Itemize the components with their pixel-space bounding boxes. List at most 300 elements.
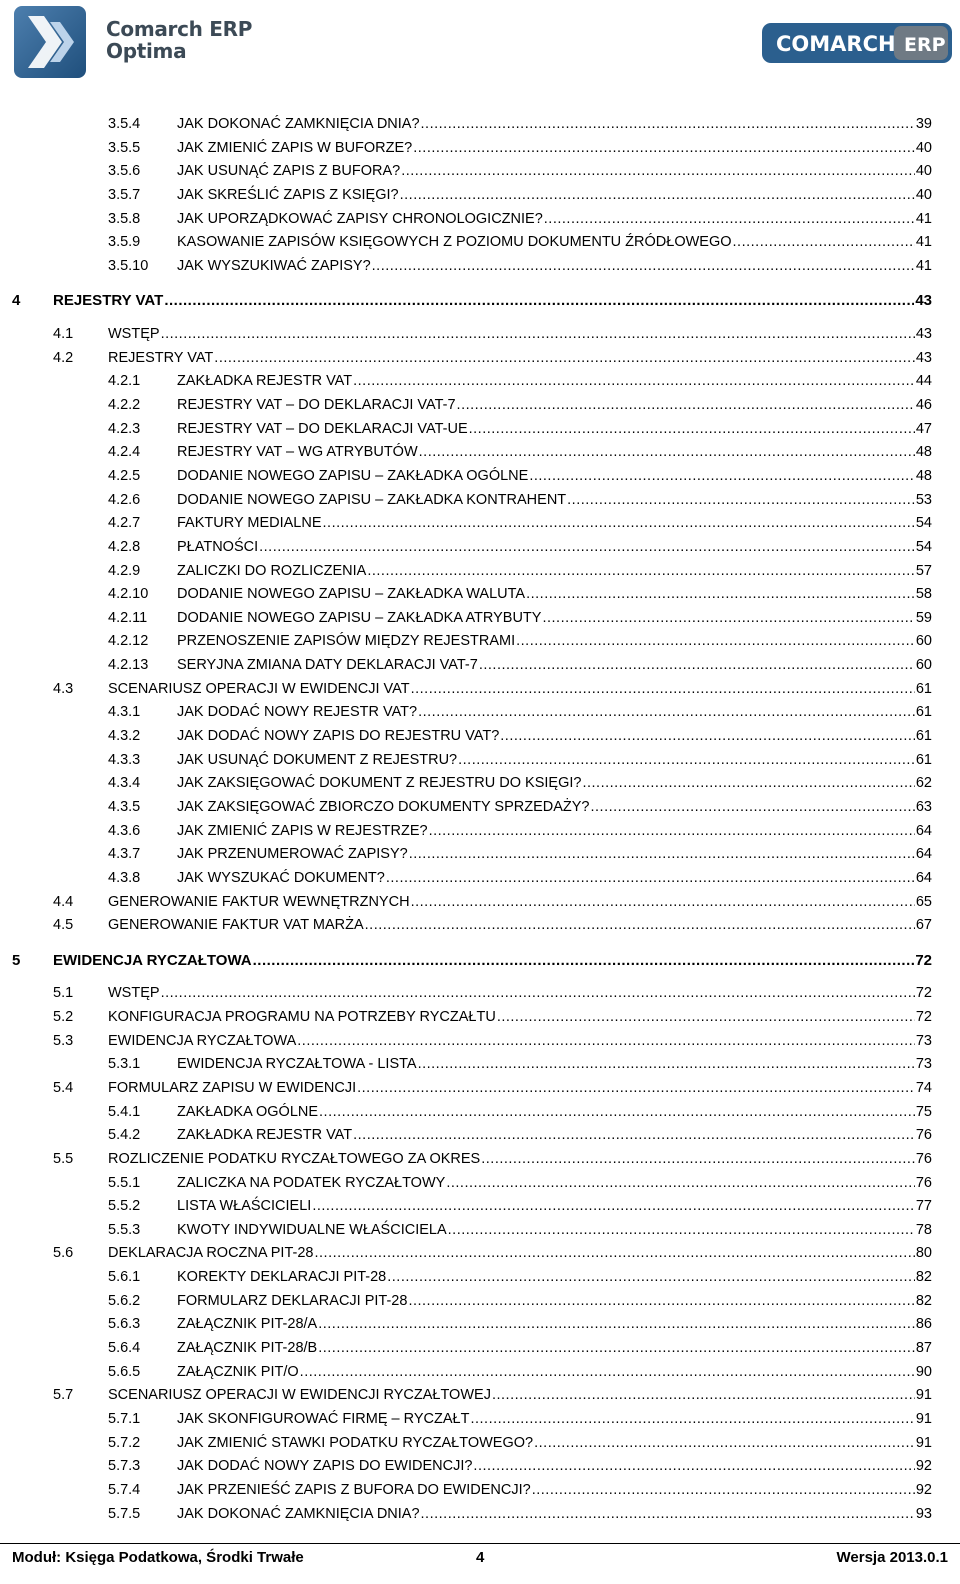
erp-badge-text: ERP xyxy=(904,34,946,56)
comarch-erp-optima-logo-icon xyxy=(14,6,86,78)
toc-entry-title: EWIDENCJA RYCZAŁTOWA - LISTA xyxy=(177,1056,417,1073)
toc-entry-page: 48 xyxy=(915,467,932,484)
toc-entry-page: 46 xyxy=(915,397,932,414)
toc-entry[interactable] xyxy=(0,630,960,654)
toc-entry-title: JAK DOKONAĆ ZAMKNIĘCIA DNIA? xyxy=(177,116,420,132)
toc-entry-page: 86 xyxy=(915,1316,932,1333)
toc-dot-leader xyxy=(591,796,915,820)
brand-line-1: Comarch ERP xyxy=(106,17,253,41)
toc-entry-line xyxy=(177,1053,932,1077)
toc-entry-page: 54 xyxy=(915,515,932,532)
toc-entry-line xyxy=(177,654,932,678)
toc-entry-line xyxy=(177,1479,932,1503)
toc-entry-line xyxy=(177,630,932,654)
toc-entry-number: 4.2.12 xyxy=(108,633,149,650)
toc-entry-title: REJESTRY VAT – WG ATRYBUTÓW xyxy=(177,444,418,461)
toc-dot-leader xyxy=(733,231,915,255)
toc-dot-leader xyxy=(319,1101,915,1125)
toc-entry-page: 72 xyxy=(915,951,932,969)
toc-entry[interactable] xyxy=(0,231,960,255)
brand-line-2: Optima xyxy=(106,39,187,63)
toc-entry-number: 5.6 xyxy=(53,1245,74,1262)
toc-entry-line xyxy=(177,843,932,867)
toc-entry-number: 4.2.5 xyxy=(108,467,141,484)
toc-entry[interactable] xyxy=(0,1124,960,1148)
toc-entry-number: 3.5.6 xyxy=(108,163,141,180)
toc-entry-title: JAK DODAĆ NOWY ZAPIS DO EWIDENCJI? xyxy=(177,1458,473,1475)
toc-entry-line xyxy=(108,323,932,347)
toc-entry-page: 61 xyxy=(915,728,932,745)
toc-entry-line xyxy=(177,607,932,631)
toc-dot-leader xyxy=(542,607,914,631)
toc-dot-leader xyxy=(469,418,915,442)
footer-version: Wersja 2013.0.1 xyxy=(836,1549,948,1566)
toc-entry-number: 4.2.9 xyxy=(108,562,141,579)
toc-entry-number: 4.2.8 xyxy=(108,538,141,555)
toc-entry-line xyxy=(177,160,932,184)
toc-entry-title: JAK UPORZĄDKOWAĆ ZAPISY CHRONOLOGICZNIE? xyxy=(177,210,543,227)
toc-dot-leader xyxy=(253,949,915,973)
toc-entry-line xyxy=(177,560,932,584)
toc-entry[interactable] xyxy=(0,137,960,161)
toc-entry-number: 5.5.3 xyxy=(108,1221,141,1238)
toc-entry[interactable] xyxy=(0,370,960,394)
toc-dot-leader xyxy=(516,630,915,654)
toc-entry-line xyxy=(177,441,932,465)
toc-entry[interactable] xyxy=(0,796,960,820)
toc-entry-line xyxy=(108,1077,932,1101)
toc-entry[interactable] xyxy=(0,512,960,536)
toc-entry-line xyxy=(177,370,932,394)
toc-dot-leader xyxy=(387,1266,915,1290)
toc-entry-line xyxy=(177,489,932,513)
toc-entry[interactable] xyxy=(0,489,960,513)
toc-entry-number: 5.6.3 xyxy=(108,1316,141,1333)
toc-entry-number: 4.2.4 xyxy=(108,444,141,461)
toc-entry-title: DODANIE NOWEGO ZAPISU – ZAKŁADKA KONTRAHENT xyxy=(177,491,567,508)
toc-entry-number: 5.3.1 xyxy=(108,1056,141,1073)
toc-entry[interactable] xyxy=(0,1432,960,1456)
toc-entry[interactable] xyxy=(0,867,960,891)
toc-entry-title: JAK DODAĆ NOWY REJESTR VAT? xyxy=(177,704,418,721)
toc-entry-page: 73 xyxy=(915,1032,932,1049)
toc-entry-page: 43 xyxy=(915,349,932,366)
toc-entry-title: DODANIE NOWEGO ZAPISU – ZAKŁADKA OGÓLNE xyxy=(177,467,529,484)
toc-entry-page: 87 xyxy=(915,1340,932,1357)
toc-entry-number: 5.5.1 xyxy=(108,1174,141,1191)
toc-entry-title: REJESTRY VAT – DO DEKLARACJI VAT-7 xyxy=(177,397,456,414)
toc-entry[interactable] xyxy=(0,184,960,208)
toc-entry-line xyxy=(177,184,932,208)
toc-entry[interactable] xyxy=(0,725,960,749)
toc-entry-number: 5.4.2 xyxy=(108,1127,141,1144)
toc-entry-title: JAK WYSZUKIWAĆ ZAPISY? xyxy=(177,257,371,274)
toc-entry-number: 5.7.5 xyxy=(108,1505,141,1522)
toc-entry-line xyxy=(177,1124,932,1148)
toc-entry[interactable] xyxy=(0,1361,960,1385)
toc-entry-number: 5.3 xyxy=(53,1032,74,1049)
toc-entry-line xyxy=(108,914,932,938)
toc-entry[interactable] xyxy=(0,536,960,560)
toc-entry[interactable] xyxy=(0,607,960,631)
toc-entry-page: 40 xyxy=(915,139,932,156)
toc-entry-title: JAK PRZENIEŚĆ ZAPIS Z BUFORA DO EWIDENCJI? xyxy=(177,1481,531,1498)
toc-entry[interactable] xyxy=(0,560,960,584)
toc-entry-page: 82 xyxy=(915,1269,932,1286)
toc-dot-leader xyxy=(411,678,915,702)
toc-entry-page: 43 xyxy=(915,326,932,343)
toc-entry-page: 93 xyxy=(915,1505,932,1522)
toc-entry-page: 92 xyxy=(915,1458,932,1475)
toc-dot-leader xyxy=(448,1219,915,1243)
toc-entry-page: 92 xyxy=(915,1481,932,1498)
toc-entry-number: 4.2.11 xyxy=(108,609,148,626)
toc-entry-page: 60 xyxy=(915,633,932,650)
toc-dot-leader xyxy=(408,1290,914,1314)
toc-entry-line xyxy=(108,1384,932,1408)
toc-entry-title: ZAŁĄCZNIK PIT-28/B xyxy=(177,1340,318,1357)
toc-dot-leader xyxy=(312,1195,915,1219)
toc-entry[interactable] xyxy=(0,441,960,465)
toc-dot-leader xyxy=(429,820,915,844)
table-of-contents xyxy=(0,113,960,1526)
brand-text xyxy=(106,18,252,62)
toc-entry-page: 59 xyxy=(915,609,932,626)
toc-entry-number: 5.7.3 xyxy=(108,1458,141,1475)
toc-entry-page: 65 xyxy=(915,893,932,910)
toc-entry-line xyxy=(53,289,932,313)
toc-entry-title: SERYJNA ZMIANA DATY DEKLARACJI VAT-7 xyxy=(177,657,478,674)
toc-entry-line xyxy=(177,536,932,560)
toc-entry-page: 63 xyxy=(915,798,932,815)
toc-entry[interactable] xyxy=(0,1053,960,1077)
toc-entry-number: 4.3.1 xyxy=(108,704,141,721)
toc-dot-leader xyxy=(582,772,914,796)
toc-dot-leader xyxy=(411,891,915,915)
toc-entry-page: 61 xyxy=(915,680,932,697)
toc-entry-number: 3.5.10 xyxy=(108,257,149,274)
toc-entry-page: 39 xyxy=(915,116,932,132)
toc-dot-leader xyxy=(365,914,915,938)
toc-entry-line xyxy=(177,1337,932,1361)
toc-dot-leader xyxy=(421,113,915,137)
toc-entry-line xyxy=(108,1148,932,1172)
toc-dot-leader xyxy=(214,347,915,371)
toc-entry[interactable] xyxy=(0,891,960,915)
toc-dot-leader xyxy=(353,1124,915,1148)
toc-dot-leader xyxy=(567,489,915,513)
toc-entry-title: ZAŁĄCZNIK PIT-28/A xyxy=(177,1316,318,1333)
toc-entry-page: 40 xyxy=(915,163,932,180)
toc-entry[interactable] xyxy=(0,1266,960,1290)
toc-entry-line xyxy=(108,1006,932,1030)
toc-entry-page: 58 xyxy=(915,586,932,603)
toc-entry[interactable] xyxy=(0,160,960,184)
toc-entry-line xyxy=(177,1172,932,1196)
toc-entry-number: 5.5.2 xyxy=(108,1198,141,1215)
toc-entry-number: 4.3.7 xyxy=(108,846,141,863)
toc-entry-title: JAK USUNĄĆ ZAPIS Z BUFORA? xyxy=(177,163,401,180)
toc-entry[interactable] xyxy=(0,678,960,702)
toc-entry-title: KASOWANIE ZAPISÓW KSIĘGOWYCH Z POZIOMU DOKUMENTU ŹRÓDŁOWEGO xyxy=(177,234,732,251)
toc-entry[interactable] xyxy=(0,1313,960,1337)
toc-entry-page: 78 xyxy=(915,1221,932,1238)
toc-dot-leader xyxy=(418,701,915,725)
page-footer xyxy=(0,1543,960,1584)
toc-entry-page: 62 xyxy=(915,775,932,792)
toc-entry-page: 64 xyxy=(915,869,932,886)
toc-entry[interactable] xyxy=(0,208,960,232)
toc-entry-title: SCENARIUSZ OPERACJI W EWIDENCJI RYCZAŁTOWEJ xyxy=(108,1387,491,1404)
toc-entry-title: DODANIE NOWEGO ZAPISU – ZAKŁADKA WALUTA xyxy=(177,586,526,603)
toc-entry-title: DEKLARACJA ROCZNA PIT-28 xyxy=(108,1245,314,1262)
toc-entry-number: 4 xyxy=(12,292,21,310)
toc-entry-line xyxy=(177,1219,932,1243)
toc-entry-number: 4.3.6 xyxy=(108,822,141,839)
toc-dot-leader xyxy=(353,370,915,394)
toc-entry-title: JAK ZAKSIĘGOWAĆ DOKUMENT Z REJESTRU DO KSIĘGI? xyxy=(177,775,582,792)
toc-dot-leader xyxy=(386,867,915,891)
toc-entry[interactable] xyxy=(0,1219,960,1243)
toc-entry[interactable] xyxy=(0,949,960,973)
toc-entry-line xyxy=(177,418,932,442)
toc-entry-page: 75 xyxy=(915,1103,932,1120)
toc-entry-line xyxy=(177,231,932,255)
toc-entry-title: PŁATNOŚCI xyxy=(177,538,259,555)
toc-entry-number: 5.4.1 xyxy=(108,1103,141,1120)
toc-entry-page: 41 xyxy=(915,257,932,274)
toc-entry[interactable] xyxy=(0,323,960,347)
toc-dot-leader xyxy=(529,465,915,489)
toc-entry[interactable] xyxy=(0,347,960,371)
toc-entry[interactable] xyxy=(0,772,960,796)
toc-entry-line xyxy=(177,1455,932,1479)
toc-entry[interactable] xyxy=(0,749,960,773)
toc-entry-title: JAK DODAĆ NOWY ZAPIS DO REJESTRU VAT? xyxy=(177,728,500,745)
toc-entry-number: 5.6.4 xyxy=(108,1340,141,1357)
toc-entry-number: 4.4 xyxy=(53,893,74,910)
toc-entry-line xyxy=(177,583,932,607)
toc-entry-line xyxy=(108,678,932,702)
toc-entry-title: KWOTY INDYWIDUALNE WŁAŚCICIELA xyxy=(177,1221,447,1238)
toc-entry-number: 5.4 xyxy=(53,1079,74,1096)
toc-dot-leader xyxy=(479,654,915,678)
toc-entry-page: 57 xyxy=(915,562,932,579)
toc-entry-page: 91 xyxy=(915,1434,932,1451)
toc-entry[interactable] xyxy=(0,1077,960,1101)
toc-entry-line xyxy=(53,949,932,973)
toc-entry[interactable] xyxy=(0,982,960,1006)
toc-entry-page: 77 xyxy=(915,1198,932,1215)
toc-entry-title: GENEROWANIE FAKTUR WEWNĘTRZNYCH xyxy=(108,893,410,910)
toc-entry-page: 53 xyxy=(915,491,932,508)
toc-entry[interactable] xyxy=(0,1195,960,1219)
toc-entry-line xyxy=(108,891,932,915)
toc-entry[interactable] xyxy=(0,820,960,844)
toc-entry-number: 4.2.3 xyxy=(108,420,141,437)
toc-entry[interactable] xyxy=(0,1408,960,1432)
toc-entry-number: 3.5.8 xyxy=(108,210,141,227)
toc-entry-title: REJESTRY VAT xyxy=(53,292,164,310)
toc-dot-leader xyxy=(497,1006,915,1030)
toc-dot-leader xyxy=(318,1337,915,1361)
toc-dot-leader xyxy=(419,441,915,465)
toc-entry[interactable] xyxy=(0,1337,960,1361)
toc-entry-line xyxy=(108,347,932,371)
toc-entry[interactable] xyxy=(0,1384,960,1408)
toc-dot-leader xyxy=(161,982,915,1006)
toc-entry[interactable] xyxy=(0,1148,960,1172)
toc-dot-leader xyxy=(526,583,915,607)
toc-dot-leader xyxy=(446,1172,915,1196)
toc-entry-page: 72 xyxy=(915,1009,932,1026)
toc-dot-leader xyxy=(400,184,915,208)
toc-entry[interactable] xyxy=(0,914,960,938)
toc-entry-number: 4.5 xyxy=(53,917,74,934)
toc-entry-number: 5.7.1 xyxy=(108,1410,141,1427)
toc-dot-leader xyxy=(413,137,915,161)
toc-entry-title: ZAKŁADKA REJESTR VAT xyxy=(177,1127,353,1144)
toc-entry[interactable] xyxy=(0,465,960,489)
toc-entry-title: WSTĘP xyxy=(108,985,160,1002)
toc-entry-number: 4.3.4 xyxy=(108,775,141,792)
toc-dot-leader xyxy=(544,208,915,232)
toc-entry[interactable] xyxy=(0,701,960,725)
toc-entry-page: 54 xyxy=(915,538,932,555)
toc-entry-title: REJESTRY VAT – DO DEKLARACJI VAT-UE xyxy=(177,420,468,437)
toc-dot-leader xyxy=(259,536,915,560)
toc-entry-line xyxy=(177,1503,932,1527)
toc-entry-title: ZAKŁADKA OGÓLNE xyxy=(177,1103,319,1120)
toc-entry-number: 4.3.3 xyxy=(108,751,141,768)
toc-dot-leader xyxy=(409,843,915,867)
comarch-erp-logo-icon xyxy=(762,23,952,63)
toc-entry[interactable] xyxy=(0,654,960,678)
toc-entry-line xyxy=(177,465,932,489)
toc-entry-number: 4.2.6 xyxy=(108,491,141,508)
toc-entry-title: JAK ZMIENIĆ ZAPIS W BUFORZE? xyxy=(177,139,413,156)
toc-entry-line xyxy=(177,208,932,232)
toc-entry-title: ZALICZKA NA PODATEK RYCZAŁTOWY xyxy=(177,1174,446,1191)
toc-dot-leader xyxy=(500,725,915,749)
toc-entry-title: ZAKŁADKA REJESTR VAT xyxy=(177,373,353,390)
toc-entry-page: 41 xyxy=(915,234,932,251)
toc-entry-line xyxy=(177,820,932,844)
toc-dot-leader xyxy=(357,1077,915,1101)
toc-entry-title: LISTA WŁAŚCICIELI xyxy=(177,1198,312,1215)
toc-entry-page: 64 xyxy=(915,822,932,839)
toc-entry-line xyxy=(177,1313,932,1337)
toc-entry[interactable] xyxy=(0,1101,960,1125)
toc-entry-page: 48 xyxy=(915,444,932,461)
toc-dot-leader xyxy=(534,1432,915,1456)
toc-entry-page: 73 xyxy=(915,1056,932,1073)
toc-entry-title: KONFIGURACJA PROGRAMU NA POTRZEBY RYCZAŁTU xyxy=(108,1009,496,1026)
toc-dot-leader xyxy=(470,1408,914,1432)
toc-entry-page: 90 xyxy=(915,1363,932,1380)
toc-entry-number: 5.7.2 xyxy=(108,1434,141,1451)
toc-entry-title: WSTĘP xyxy=(108,326,160,343)
toc-entry-number: 4.2.13 xyxy=(108,657,149,674)
toc-entry-page: 43 xyxy=(915,292,932,310)
toc-entry-title: FAKTURY MEDIALNE xyxy=(177,515,322,532)
toc-entry-page: 74 xyxy=(915,1079,932,1096)
toc-entry-page: 72 xyxy=(915,985,932,1002)
toc-entry-number: 4.2.2 xyxy=(108,397,141,414)
toc-entry-title: JAK ZMIENIĆ STAWKI PODATKU RYCZAŁTOWEGO? xyxy=(177,1434,534,1451)
toc-entry-title: JAK ZAKSIĘGOWAĆ ZBIORCZO DOKUMENTY SPRZEDAŻY? xyxy=(177,798,590,815)
toc-dot-leader xyxy=(372,255,915,279)
toc-entry-title: JAK SKONFIGUROWAĆ FIRMĘ – RYCZAŁT xyxy=(177,1410,470,1427)
toc-entry[interactable] xyxy=(0,1455,960,1479)
toc-entry-page: 64 xyxy=(915,846,932,863)
toc-entry[interactable] xyxy=(0,255,960,279)
toc-entry[interactable] xyxy=(0,394,960,418)
toc-entry-line xyxy=(177,1290,932,1314)
toc-entry-line xyxy=(177,796,932,820)
toc-entry-line xyxy=(177,137,932,161)
toc-entry[interactable] xyxy=(0,1479,960,1503)
toc-entry-number: 3.5.4 xyxy=(108,116,141,132)
toc-entry-page: 44 xyxy=(915,373,932,390)
toc-dot-leader xyxy=(161,323,915,347)
toc-entry-page: 67 xyxy=(915,917,932,934)
toc-entry-page: 76 xyxy=(915,1174,932,1191)
toc-entry[interactable] xyxy=(0,583,960,607)
toc-entry-line xyxy=(177,867,932,891)
toc-entry-title: JAK DOKONAĆ ZAMKNIĘCIA DNIA? xyxy=(177,1505,420,1522)
toc-entry-title: ROZLICZENIE PODATKU RYCZAŁTOWEGO ZA OKRES xyxy=(108,1150,481,1167)
toc-entry-number: 5.7 xyxy=(53,1387,74,1404)
toc-entry-title: JAK ZMIENIĆ ZAPIS W REJESTRZE? xyxy=(177,822,428,839)
toc-entry-number: 5.1 xyxy=(53,985,74,1002)
toc-entry[interactable] xyxy=(0,843,960,867)
toc-entry[interactable] xyxy=(0,289,960,313)
toc-dot-leader xyxy=(164,289,914,313)
toc-entry-title: ZAŁĄCZNIK PIT/O xyxy=(177,1363,299,1380)
toc-entry-line xyxy=(177,772,932,796)
footer-module: Moduł: Księga Podatkowa, Środki Trwałe xyxy=(12,1549,304,1566)
toc-entry-line xyxy=(177,701,932,725)
toc-entry[interactable] xyxy=(0,113,960,137)
toc-dot-leader xyxy=(297,1030,915,1054)
toc-entry[interactable] xyxy=(0,1172,960,1196)
toc-entry-line xyxy=(177,1266,932,1290)
toc-entry-number: 4.2.7 xyxy=(108,515,141,532)
toc-entry-title: JAK PRZENUMEROWAĆ ZAPISY? xyxy=(177,846,408,863)
toc-entry[interactable] xyxy=(0,1030,960,1054)
toc-entry-number: 5.2 xyxy=(53,1009,74,1026)
toc-entry-number: 3.5.5 xyxy=(108,139,141,156)
toc-entry-page: 76 xyxy=(915,1127,932,1144)
toc-entry-line xyxy=(177,1101,932,1125)
toc-dot-leader xyxy=(457,394,915,418)
toc-entry-page: 76 xyxy=(915,1150,932,1167)
toc-entry-line xyxy=(177,749,932,773)
toc-entry-number: 3.5.9 xyxy=(108,234,141,251)
toc-entry[interactable] xyxy=(0,1006,960,1030)
toc-dot-leader xyxy=(323,512,915,536)
toc-entry[interactable] xyxy=(0,1242,960,1266)
toc-entry[interactable] xyxy=(0,1503,960,1527)
toc-entry-line xyxy=(177,255,932,279)
toc-entry-line xyxy=(177,725,932,749)
toc-dot-leader xyxy=(367,560,915,584)
toc-entry[interactable] xyxy=(0,1290,960,1314)
toc-dot-leader xyxy=(481,1148,915,1172)
toc-entry[interactable] xyxy=(0,418,960,442)
toc-entry-number: 4.3.5 xyxy=(108,798,141,815)
